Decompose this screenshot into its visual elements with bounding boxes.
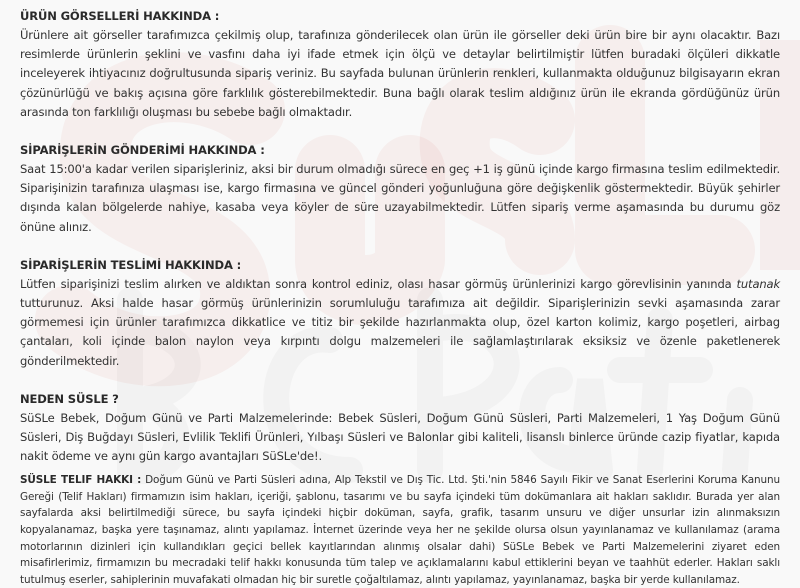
section-body-text: tutturunuz. Aksi halde hasar görmüş ürünlerinizin sorumluluğu tarafımıza ait değildir. Siparişlerinizin sevki aşamasında zarar görmemesi için ürünler tarafımızca dikkatlice ve titiz bir şekilde hazırlanmakta olup, özel karton kolimiz, kargo poşetleri, airbag çantaları, koli içinde balon naylon veya kırpıntı dolgu malzemeleri ile sağlamlaştırılarak eksiksiz ve özenle paketlenerek gönderilmektedir.: [20, 296, 780, 368]
section-heading: SİPARİŞLERİN GÖNDERİMİ HAKKINDA :: [20, 142, 265, 157]
section-why-susle: [20, 390, 780, 467]
section-body: Saat 15:00'a kadar verilen siparişleriniz, aksi bir durum olmadığı sürece en geç +1 iş günü içinde kargo firmasına teslim edilmektedir. Siparişinizin tarafınıza ulaşması ise, kargo firmasına ve güncel gönderi yoğunluğuna göre değişkenlik göstermektedir. Büyük şehirler dışında kalan bölgelerde nahiye, kasaba veya köyler de süre uzayabilmektedir. Lütfen sipariş verme aşamasında bu durumu göz önüne alınız.: [20, 162, 780, 234]
copyright-heading: SÜSLE TELIF HAKKI :: [20, 474, 142, 487]
section-heading: SİPARİŞLERİN TESLİMİ HAKKINDA :: [20, 257, 242, 272]
info-content: [20, 7, 780, 588]
section-heading: ÜRÜN GÖRSELLERİ HAKKINDA :: [20, 9, 220, 23]
section-order-shipping: [20, 141, 780, 237]
section-order-delivery: [20, 256, 780, 371]
tutanak-emphasis: tutanak: [736, 276, 780, 291]
section-product-images: [20, 7, 780, 122]
section-body-text: Lütfen siparişinizi teslim alırken ve aldıktan sonra kontrol ediniz, olası hasar görmüş ürünlerinizi kargo görevlisinin yanında: [20, 276, 737, 291]
section-body: SüSLe Bebek, Doğum Günü ve Parti Malzemelerinde: Bebek Süsleri, Doğum Günü Süsleri, Parti Malzemeleri, 1 Yaş Doğum Günü Süsleri, Diş Buğdayı Süsleri, Evlilik Teklifi Ürünleri, Yılbaşı Süsleri ve Balonlar gibi kaliteli, lisanslı binlerce üründe cazip fiyatlar, kapıda nakit ödeme ve aynı gün kargo avantajları SüSLe'de!.: [20, 410, 780, 464]
section-copyright: [20, 472, 780, 588]
section-heading: NEDEN SÜSLE ?: [20, 391, 119, 406]
copyright-body: Doğum Günü ve Parti Süsleri adına, Alp Tekstil ve Dış Tic. Ltd. Şti.'nin 5846 Sayılı Fikir ve Sanat Eserlerini Koruma Kanunu Gereği (Telif Hakları) firmamızın isim hakları, içeriği, şablonu, tasarımı ve bu sayfa içindeki tüm dokümanlara ait hakları saklıdır. Burada yer alan sayfalarda aksi belirtilmediği sürece, bu sayfa içindeki hiçbir doküman, sayfa, grafik, tasarım unsuru ve diğer unsurlar izin alınmaksızın kopyalanamaz, başka yere taşınamaz, alıntı yapılamaz. İnternet üzerinde veya her ne şekilde olursa olsun yayınlanamaz ve kullanılamaz (arama motorlarının dizinleri için kullandıkları geçici bellek kayıtlarından alınmış olsalar dahi) SüSLe Bebek ve Parti Malzemelerini ziyaret eden misafirlerimiz, firmamızın bu mecradaki telif hakkı konusunda tüm talep ve açıklamalarını kabul ettiklerini beyan ve taahhüt ederler. Hakları saklı tutulmuş eserler, sahiplerinin muvafakati olmadan hiç bir suretle çoğaltılamaz, alıntı yapılamaz, yayınlanamaz, başka bir yerde kullanılamaz.: [20, 474, 780, 586]
section-body: Ürünlere ait görseller tarafımızca çekilmiş olup, tarafınıza gönderilecek olan ürün ile görseller deki ürün bire bir aynı olacaktır. Bazı resimlerde ürünlerin şeklini ve vasfını daha iyi ifade etmek için ölçü ve detaylar belirtilmiştir lütfen buradaki ölçüleri dikkatle inceleyerek ihtiyacınız doğrultusunda sipariş veriniz. Bu sayfada bulunan ürünlerin renkleri, kullanmakta olduğunuz bilgisayarın ekran çözünürlüğü ve bakış açısına göre farklılık gösterebilmektedir. Buna bağlı olarak teslim aldığınız ürün ile ekranda gördüğünüz ürün arasında ton farklılığı oluşması bu sebebe bağlı olmaktadır.: [20, 28, 780, 119]
section-body: [20, 275, 780, 371]
